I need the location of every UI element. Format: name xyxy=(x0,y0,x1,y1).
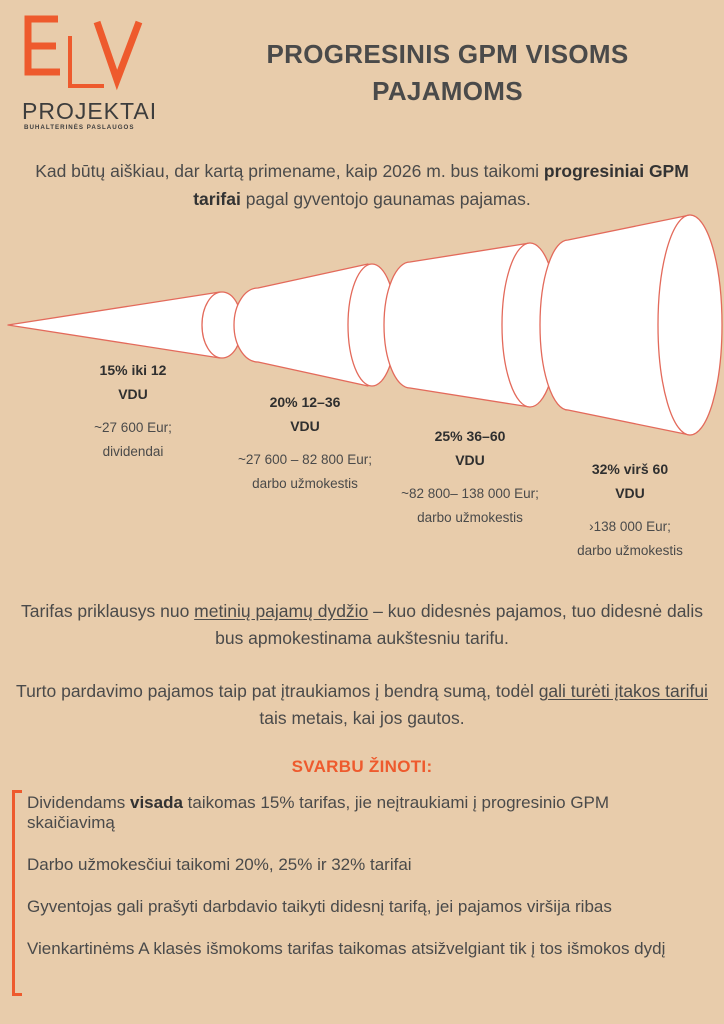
intro-text xyxy=(30,157,694,213)
tier-amount xyxy=(58,416,208,464)
tier-amount-type: dividendai xyxy=(102,444,164,459)
tier-rate: 25% 36–60 VDU xyxy=(434,428,506,468)
intro-before: Kad būtų aiškiau, dar kartą primename, kaip 2026 m. bus taikomi xyxy=(35,161,544,181)
important-heading: SVARBU ŽINOTI: xyxy=(291,757,433,776)
tier-amount-value: ~27 600 Eur; xyxy=(94,420,172,435)
property-sale-paragraph xyxy=(15,678,709,732)
tier-amount-value: ›138 000 Eur; xyxy=(589,519,671,534)
item-before: Gyventojas gali prašyti darbdavio taikyti didesnį tarifą, jei pajamos viršija ribas xyxy=(27,897,612,916)
company-logo xyxy=(22,14,158,134)
para1-after: – kuo didesnės pajamos, tuo didesnė dalis bus apmokestinama aukštesniu tarifu. xyxy=(215,601,703,648)
tier-amount-type: darbo užmokestis xyxy=(252,476,358,491)
income-size-paragraph xyxy=(15,598,709,652)
tier-amount xyxy=(380,482,560,530)
tier-25 xyxy=(380,424,560,530)
bracket-decoration xyxy=(12,790,27,996)
tier-amount xyxy=(550,515,710,563)
list-item xyxy=(27,793,697,833)
tier-amount xyxy=(215,448,395,496)
important-list xyxy=(27,793,697,975)
list-item xyxy=(27,897,697,917)
tier-32 xyxy=(550,457,710,563)
para2-underline: gali turėti įtakos tarifui xyxy=(538,681,708,701)
tier-rate: 32% virš 60 VDU xyxy=(591,461,669,501)
tier-amount-value: ~82 800– 138 000 Eur; xyxy=(401,486,539,501)
tier-amount-type: darbo užmokestis xyxy=(577,543,683,558)
para1-underline: metinių pajamų dydžio xyxy=(194,601,369,621)
tier-15 xyxy=(58,358,208,464)
para2-before: Turto pardavimo pajamos taip pat įtraukiamos į bendrą sumą, todėl xyxy=(16,681,539,701)
tier-amount-value: ~27 600 – 82 800 Eur; xyxy=(238,452,372,467)
tier-amount-type: darbo užmokestis xyxy=(417,510,523,525)
elv-logo-mark xyxy=(22,14,147,99)
item-before: Dividendams xyxy=(27,793,130,812)
page-title: PROGRESINIS GPM VISOMS PAJAMOMS xyxy=(266,39,629,106)
tier-rate: 15% iki 12 VDU xyxy=(99,362,167,402)
logo-name: PROJEKTAI xyxy=(22,98,158,124)
para2-after: tais metais, kai jos gautos. xyxy=(259,708,465,728)
para1-before: Tarifas priklausys nuo xyxy=(21,601,195,621)
tier-rate: 20% 12–36 VDU xyxy=(269,394,341,434)
intro-after: pagal gyventojo gaunamas pajamas. xyxy=(240,189,531,209)
item-before: Darbo užmokesčiui taikomi 20%, 25% ir 32% tarifai xyxy=(27,855,412,874)
list-item xyxy=(27,939,697,959)
item-before: Vienkartinėms A klasės išmokoms tarifas taikomas atsižvelgiant tik į tos išmokos dydį xyxy=(27,939,666,958)
logo-tagline: BUHALTERINĖS PASLAUGOS xyxy=(24,124,135,131)
list-item xyxy=(27,855,697,875)
intro-bold: progresiniai GPM tarifai xyxy=(193,161,689,209)
item-after: taikomas 15% tarifas, jie neįtraukiami į progresinio GPM skaičiavimą xyxy=(27,793,610,832)
item-bold: visada xyxy=(130,793,183,812)
tier-20 xyxy=(215,390,395,496)
cone-15 xyxy=(8,292,220,358)
cone-32-face xyxy=(658,215,722,435)
